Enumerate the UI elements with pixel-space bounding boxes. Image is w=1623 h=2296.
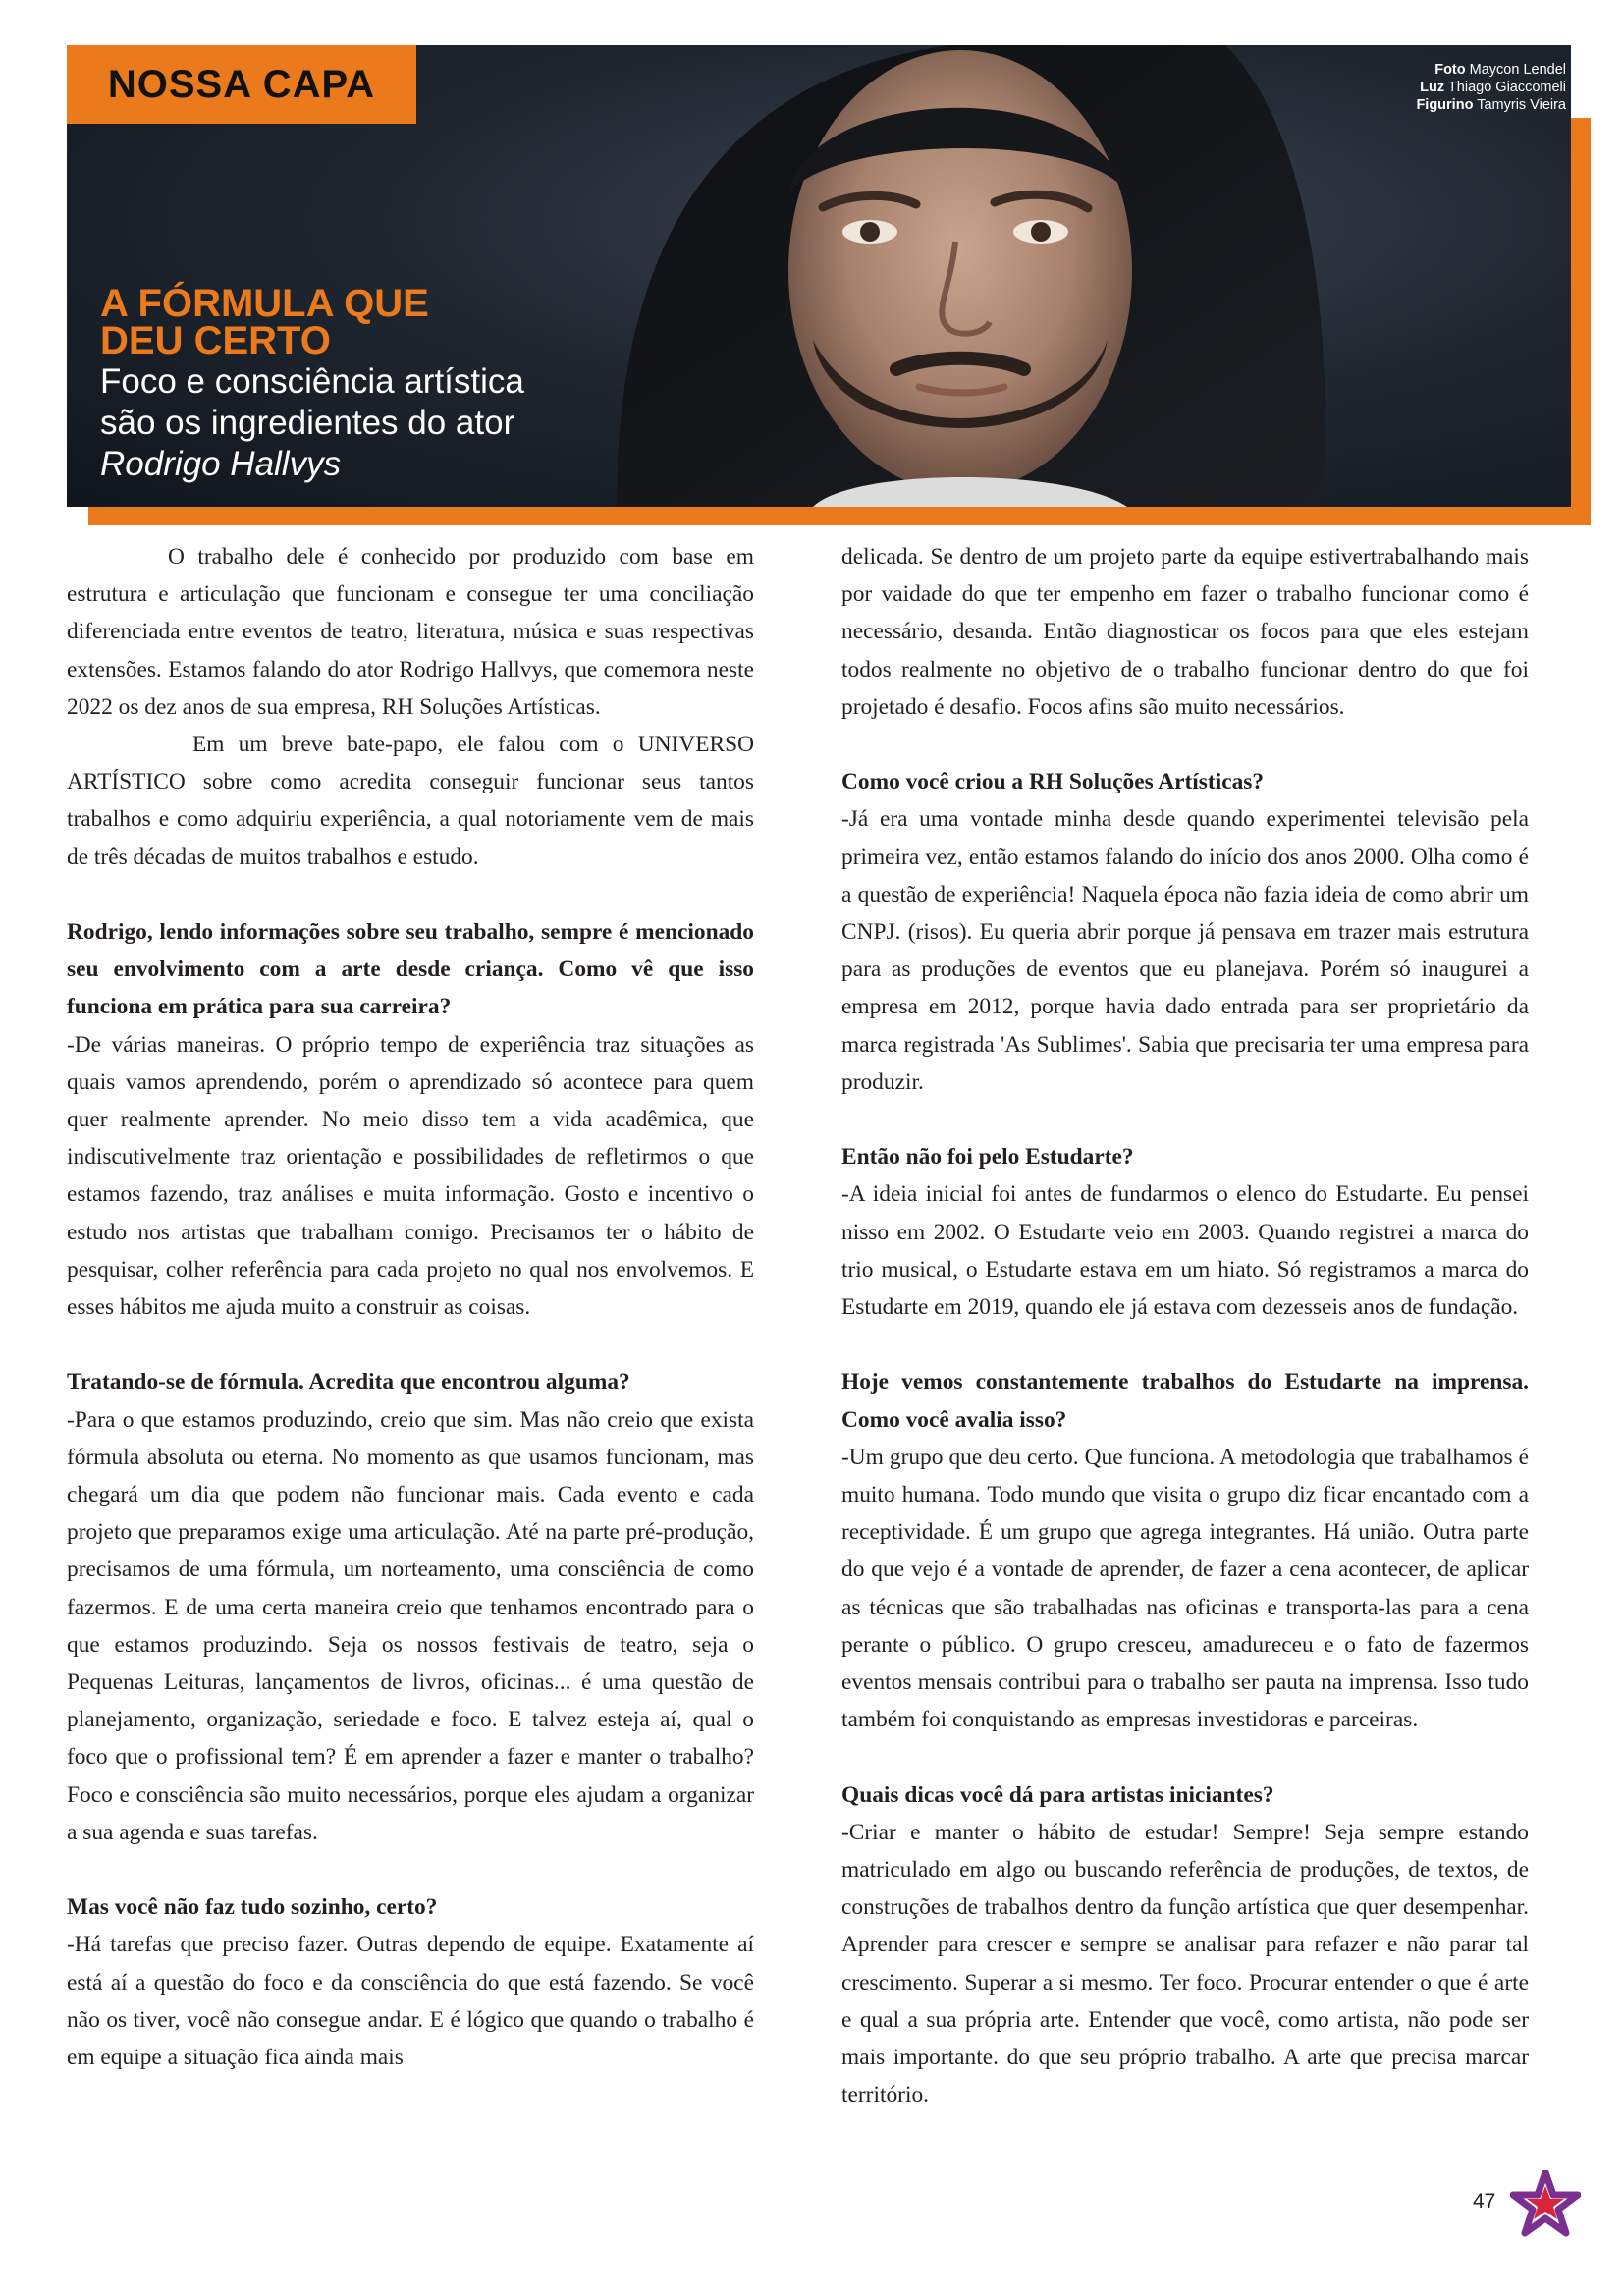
credit-line: Foto Maycon Lendel: [1434, 62, 1566, 78]
article-column-left: [67, 538, 754, 2076]
headline-block: [100, 282, 650, 485]
interview-question: Quais dicas você dá para artistas iniciantes?: [841, 1781, 1274, 1808]
article-column-right: [841, 538, 1529, 2113]
interview-answer: -Há tarefas que preciso fazer. Outras dependo de equipe. Exatamente aí está aí a questão do foco e da consciência do que está fazendo. Se você não os tiver, você não consegue andar. E é lógico que quando o trabalho é em equipe a situação fica ainda mais: [67, 1932, 754, 2071]
actor-name: Rodrigo Hallvys: [100, 445, 342, 483]
photo-credits: [1416, 61, 1566, 114]
interview-answer: -Para o que estamos produzindo, creio que sim. Mas não creio que exista fórmula absoluta ou eterna. No momento as que usamos funcionam, mas chegará um dia que podem não funcionar mais. Cada evento e cada projeto que preparamos exige uma articulação. Até na parte pré-produção, precisamos de uma fórmula, um norteamento, uma consciência de como fazermos. E de uma certa maneira creio que tenhamos encontrado para o que estamos produzindo. Seja os nossos festivais de teatro, seja o Pequenas Leituras, lançamentos de livros, oficinas... é uma questão de planejamento, organização, seriedade e foco. E talvez esteja aí, qual o foco que o profissional tem? É em aprender a fazer e manter o trabalho? Foco e consciência são muito necessários, porque eles ajudam a organizar a sua agenda e suas tarefas.: [67, 1406, 754, 1845]
interview-answer: -De várias maneiras. O próprio tempo de experiência traz situações as quais vamos aprendendo, porém o aprendizado só acontece para quem quer realmente aprender. No meio disso tem a vida acadêmica, que indiscutivelmente traz orientação e possibilidades de refletirmos o que estamos fazendo, traz análises e muita informação. Gosto e incentivo o estudo nos artistas que trabalham comigo. Precisamos ter o hábito de pesquisar, colher referência para cada projeto no qual nos envolvemos. E esses hábitos me ajuda muito a construir as coisas.: [67, 1031, 754, 1321]
intro-paragraph: O trabalho dele é conhecido por produzido com base em estrutura e articulação que funcionam e consegue ter uma conciliação diferenciada entre eventos de teatro, literatura, música e suas respectivas extensões. Estamos falando do ator Rodrigo Hallvys, que comemora neste 2022 os dez anos de sua empresa, RH Soluções Artísticas.: [67, 544, 754, 720]
interview-answer: -Criar e manter o hábito de estudar! Sempre! Seja sempre estando matriculado em algo ou buscando referência de produções, de textos, de construções de trabalhos dentro da função artística que quer desempenhar. Aprender para crescer e sempre se analisar para refazer e não parar tal crescimento. Superar a si mesmo. Ter foco. Procurar entender o que é arte e qual a sua própria arte. Entender que você, como artista, não pode ser mais importante. do que seu próprio trabalho. A arte que precisa marcar território.: [841, 1819, 1529, 2108]
star-logo-icon: [1510, 2170, 1581, 2237]
intro-paragraph: Em um breve bate-papo, ele falou com o UNIVERSO ARTÍSTICO sobre como acredita conseguir funcionar seus tantos trabalhos e como adquiriu experiência, a qual notoriamente vem de mais de três décadas de muitos trabalhos e estudo.: [67, 732, 754, 870]
interview-question: Como você criou a RH Soluções Artísticas?: [841, 769, 1265, 795]
page-footer: [1473, 2170, 1591, 2239]
interview-question: Tratando-se de fórmula. Acredita que encontrou alguma?: [67, 1369, 630, 1395]
interview-answer: delicada. Se dentro de um projeto parte da equipe estivertrabalhando mais por vaidade do que ter empenho em fazer o trabalho funcionar como é necessário, desanda. Então diagnosticar os focos para que eles estejam todos realmente no objetivo de o trabalho funcionar dentro do que foi projetado é desafio. Focos afins são muito necessários.: [841, 544, 1529, 720]
interview-answer: -A ideia inicial foi antes de fundarmos o elenco do Estudarte. Eu pensei nisso em 2002. O Estudarte veio em 2003. Quando registrei a marca do trio musical, o Estudarte estava em um hiato. Só registramos a marca do Estudarte em 2019, quando ele já estava com dezesseis anos de fundação.: [841, 1181, 1529, 1321]
credit-line: Luz Thiago Giaccomeli: [1420, 80, 1566, 95]
interview-answer: -Já era uma vontade minha desde quando experimentei televisão pela primeira vez, então estamos falando do início dos anos 2000. Olha como é a questão de experiência! Naquela época não fazia ideia de como abrir um CNPJ. (risos). Eu queria abrir porque já pensava em trazer mais estrutura para as produções de eventos que eu planejava. Porém só inaugurei a empresa em 2012, porque havia dado entrada para ser proprietário da marca registrada 'As Sublimes'. Sabia que precisaria ter uma empresa para produzir.: [841, 806, 1529, 1095]
credit-line: Figurino Tamyris Vieira: [1416, 97, 1566, 113]
interview-question: Mas você não faz tudo sozinho, certo?: [67, 1894, 438, 1921]
interview-question: Rodrigo, lendo informações sobre seu trabalho, sempre é mencionado seu envolvimento com a arte desde criança. Como vê que isso funciona em prática para sua carreira?: [67, 919, 754, 1020]
interview-answer: -Um grupo que deu certo. Que funciona. A metodologia que trabalhamos é muito humana. Todo mundo que visita o grupo diz ficar encantado com a receptividade. É um grupo que agrega integrantes. Há união. Outra parte do que vejo é a vontade de aprender, de fazer a cena acontecer, de aplicar as técnicas que são trabalhadas nas oficinas e transporta-las para a cena perante o público. O grupo cresceu, amadureceu e o fato de fazermos eventos mensais contribui para o trabalho ser pauta na imprensa. Isso tudo também foi conquistando as empresas investidoras e parceiras.: [841, 1444, 1529, 1733]
headline-subtitle: Foco e consciência artística são os ingredientes do ator Rodrigo Hallvys: [100, 362, 524, 483]
interview-question: Hoje vemos constantemente trabalhos do Estudarte na imprensa. Como você avalia isso?: [841, 1369, 1529, 1433]
section-label: NOSSA CAPA: [67, 45, 416, 124]
interview-question: Então não foi pelo Estudarte?: [841, 1144, 1134, 1171]
headline-title: A FÓRMULA QUE DEU CERTO: [100, 282, 429, 362]
page-number: 47: [1473, 2190, 1496, 2213]
